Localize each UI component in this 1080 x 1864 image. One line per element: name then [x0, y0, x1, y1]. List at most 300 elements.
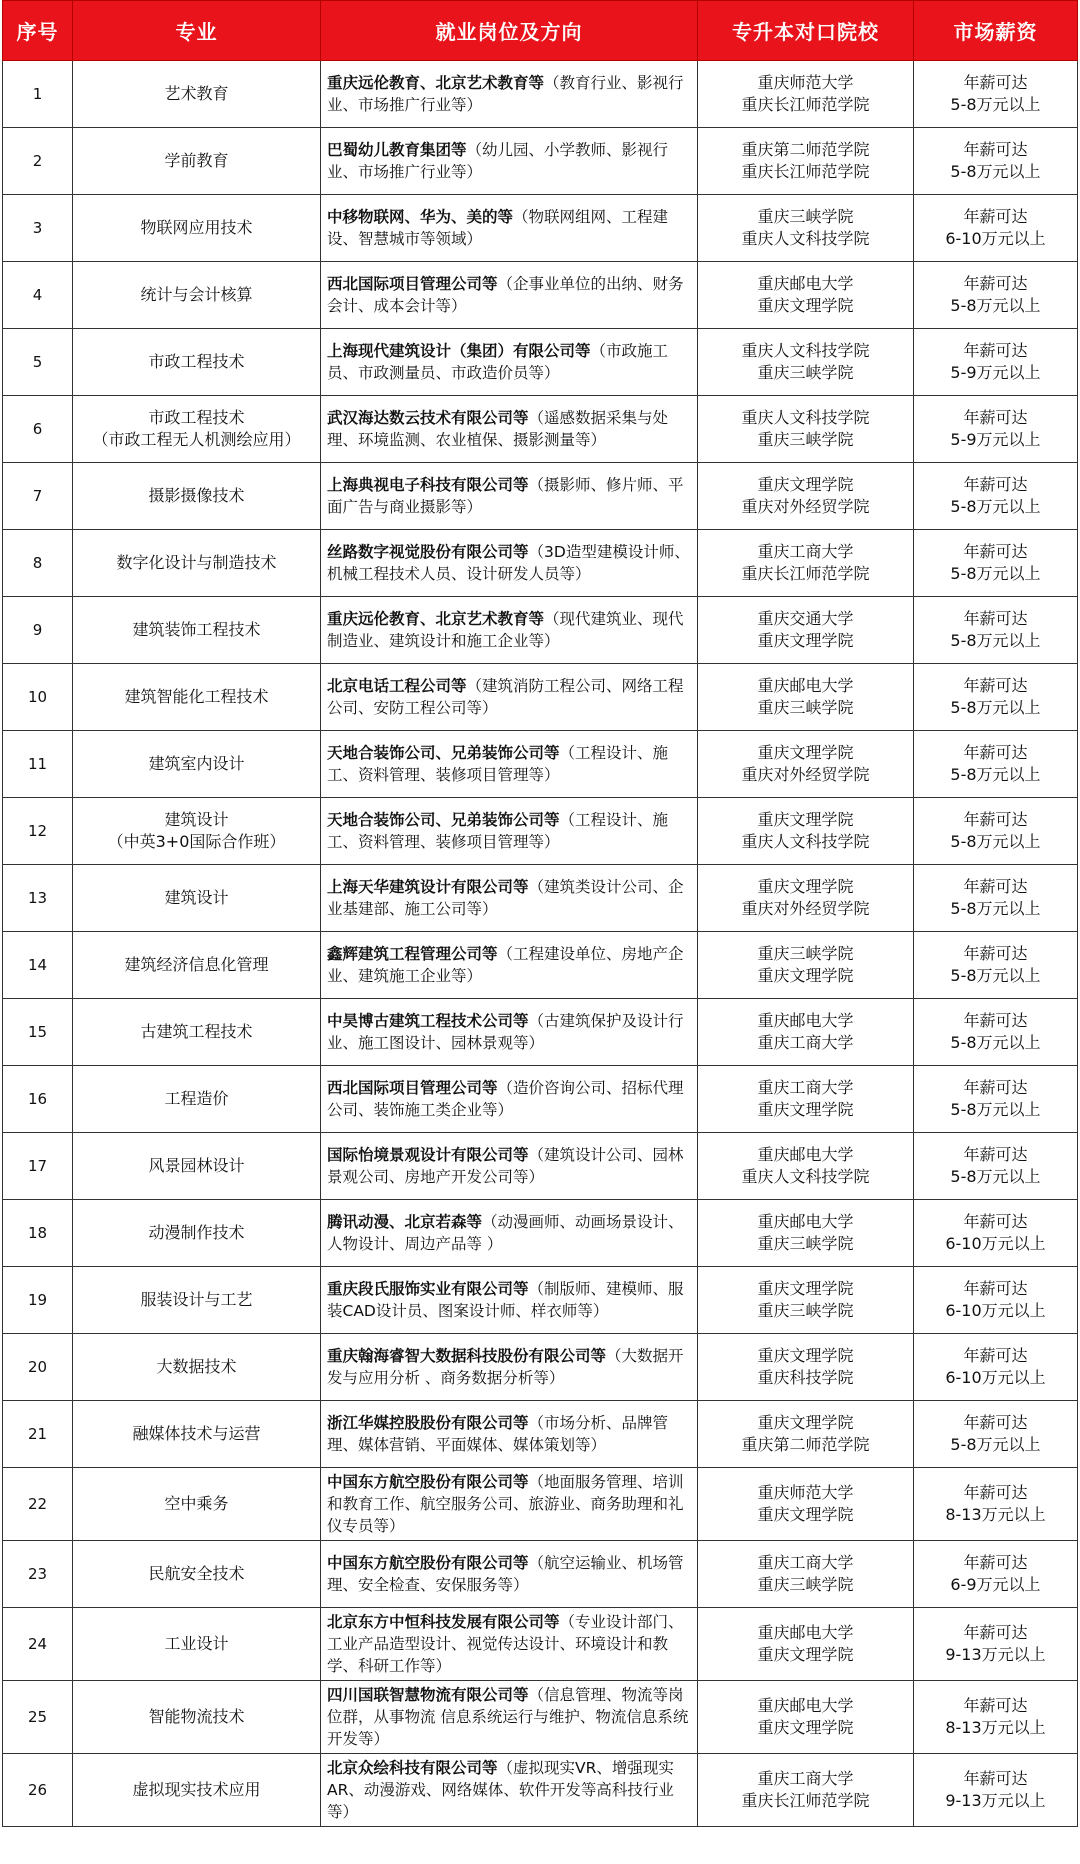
- company-name: 巴蜀幼儿教育集团等: [327, 141, 467, 159]
- university-name: 重庆邮电大学: [757, 274, 854, 293]
- salary-text: 8-13万元以上: [945, 1718, 1046, 1737]
- university-name: 重庆师范大学: [757, 1483, 854, 1502]
- salary-cell: [914, 1468, 1078, 1541]
- salary-text: 年薪可达: [963, 1346, 1028, 1365]
- major-cell: [73, 463, 321, 530]
- major-name: 古建筑工程技术: [140, 1022, 253, 1041]
- salary-text: 5-8万元以上: [950, 1100, 1041, 1119]
- salary-text: 年薪可达: [963, 1483, 1028, 1502]
- company-name: 丝路数字视觉股份有限公司等: [327, 543, 529, 561]
- major-cell: [73, 1608, 321, 1681]
- job-directions: （制版师、建模师、服装CAD设计员、图案设计师、样衣师等）: [327, 1280, 684, 1320]
- university-cell: [698, 1541, 914, 1608]
- major-name: 艺术教育: [164, 84, 229, 103]
- university-name: 重庆长江师范学院: [741, 1791, 870, 1810]
- salary-text: 6-10万元以上: [945, 1301, 1046, 1320]
- jobs-cell: [321, 865, 698, 932]
- university-name: 重庆文理学院: [757, 296, 854, 315]
- table-row: [3, 1066, 1078, 1133]
- salary-text: 5-8万元以上: [950, 1435, 1041, 1454]
- salary-cell: [914, 262, 1078, 329]
- major-name: 动漫制作技术: [148, 1223, 245, 1242]
- university-cell: [698, 195, 914, 262]
- university-cell: [698, 1066, 914, 1133]
- university-name: 重庆文理学院: [757, 877, 854, 896]
- university-name: 重庆交通大学: [757, 609, 854, 628]
- company-name: 腾讯动漫、北京若森等: [327, 1213, 483, 1231]
- university-cell: [698, 999, 914, 1066]
- salary-text: 年薪可达: [963, 140, 1028, 159]
- job-directions: （幼儿园、小学教师、影视行业、市场推广行业等）: [327, 141, 669, 181]
- job-directions: （航空运输业、机场管理、安全检查、安保服务等）: [327, 1554, 684, 1594]
- table-row: [3, 664, 1078, 731]
- university-name: 重庆三峡学院: [757, 698, 854, 717]
- university-name: 重庆三峡学院: [757, 363, 854, 382]
- university-name: 重庆长江师范学院: [741, 162, 870, 181]
- salary-cell: [914, 1608, 1078, 1681]
- job-directions: （大数据开发与应用分析 、商务数据分析等）: [327, 1347, 684, 1387]
- major-name: 建筑设计: [164, 810, 229, 829]
- salary-cell: [914, 1200, 1078, 1267]
- university-cell: [698, 1754, 914, 1827]
- salary-cell: [914, 530, 1078, 597]
- jobs-cell: [321, 1267, 698, 1334]
- salary-text: 5-8万元以上: [950, 899, 1041, 918]
- jobs-cell: [321, 664, 698, 731]
- table-row: [3, 1200, 1078, 1267]
- jobs-cell: [321, 195, 698, 262]
- table-row: [3, 1267, 1078, 1334]
- salary-text: 年薪可达: [963, 207, 1028, 226]
- salary-text: 5-9万元以上: [950, 430, 1041, 449]
- jobs-cell: [321, 1133, 698, 1200]
- university-name: 重庆人文科技学院: [741, 229, 870, 248]
- major-name: 风景园林设计: [148, 1156, 245, 1175]
- job-directions: （信息管理、物流等岗位群，从事物流 信息系统运行与维护、物流信息系统开发等）: [327, 1686, 689, 1748]
- table-row: [3, 530, 1078, 597]
- salary-text: 年薪可达: [963, 1145, 1028, 1164]
- university-name: 重庆邮电大学: [757, 1623, 854, 1642]
- row-number: 23: [3, 1541, 73, 1608]
- salary-text: 5-8万元以上: [950, 832, 1041, 851]
- table-row: [3, 1133, 1078, 1200]
- university-name: 重庆文理学院: [757, 966, 854, 985]
- university-name: 重庆工商大学: [757, 542, 854, 561]
- university-cell: [698, 1200, 914, 1267]
- major-name: 市政工程技术: [148, 408, 245, 427]
- row-number: 24: [3, 1608, 73, 1681]
- table-row: [3, 1608, 1078, 1681]
- table-header: [3, 1, 1078, 61]
- major-cell: [73, 195, 321, 262]
- table-row: [3, 463, 1078, 530]
- job-directions: （工程设计、施工、资料管理、装修项目管理等）: [327, 811, 669, 851]
- table-row: [3, 932, 1078, 999]
- job-directions: （市场分析、品牌管理、媒体营销、平面媒体、媒体策划等）: [327, 1414, 669, 1454]
- major-cell: [73, 597, 321, 664]
- jobs-cell: [321, 1754, 698, 1827]
- majors-table: [2, 0, 1078, 1827]
- table-row: [3, 329, 1078, 396]
- job-directions: （遥感数据采集与处理、环境监测、农业植保、摄影测量等）: [327, 409, 669, 449]
- company-name: 上海典视电子科技有限公司等: [327, 476, 529, 494]
- job-directions: （动漫画师、动画场景设计、人物设计、周边产品等 ）: [327, 1213, 684, 1253]
- major-name: 工程造价: [164, 1089, 229, 1108]
- major-name: 建筑室内设计: [148, 754, 245, 773]
- university-name: 重庆三峡学院: [757, 1575, 854, 1594]
- company-name: 天地合装饰公司、兄弟装饰公司等: [327, 811, 560, 829]
- salary-cell: [914, 1754, 1078, 1827]
- header-salary: 市场薪资: [914, 1, 1078, 61]
- major-cell: [73, 262, 321, 329]
- salary-text: 年薪可达: [963, 1696, 1028, 1715]
- jobs-cell: [321, 530, 698, 597]
- table-row: [3, 597, 1078, 664]
- university-name: 重庆文理学院: [757, 631, 854, 650]
- jobs-cell: [321, 262, 698, 329]
- table-row: [3, 865, 1078, 932]
- university-name: 重庆文理学院: [757, 1505, 854, 1524]
- university-name: 重庆文理学院: [757, 810, 854, 829]
- salary-cell: [914, 999, 1078, 1066]
- table-row: [3, 195, 1078, 262]
- major-name: 融媒体技术与运营: [132, 1424, 261, 1443]
- header-university: 专升本对口院校: [698, 1, 914, 61]
- row-number: 8: [3, 530, 73, 597]
- company-name: 武汉海达数云技术有限公司等: [327, 409, 529, 427]
- row-number: 3: [3, 195, 73, 262]
- university-cell: [698, 463, 914, 530]
- salary-text: 5-8万元以上: [950, 631, 1041, 650]
- university-cell: [698, 664, 914, 731]
- row-number: 16: [3, 1066, 73, 1133]
- university-name: 重庆文理学院: [757, 1279, 854, 1298]
- salary-text: 年薪可达: [963, 73, 1028, 92]
- row-number: 21: [3, 1401, 73, 1468]
- major-name: 工业设计: [164, 1634, 229, 1653]
- salary-cell: [914, 463, 1078, 530]
- company-name: 重庆翰海睿智大数据科技股份有限公司等: [327, 1347, 607, 1365]
- row-number: 6: [3, 396, 73, 463]
- salary-text: 5-8万元以上: [950, 1167, 1041, 1186]
- university-cell: [698, 1133, 914, 1200]
- row-number: 19: [3, 1267, 73, 1334]
- salary-cell: [914, 865, 1078, 932]
- university-name: 重庆第二师范学院: [741, 140, 870, 159]
- salary-cell: [914, 731, 1078, 798]
- company-name: 西北国际项目管理公司等: [327, 275, 498, 293]
- jobs-cell: [321, 1401, 698, 1468]
- university-name: 重庆三峡学院: [757, 207, 854, 226]
- university-name: 重庆人文科技学院: [741, 1167, 870, 1186]
- university-name: 重庆三峡学院: [757, 944, 854, 963]
- company-name: 中昊博古建筑工程技术公司等: [327, 1012, 529, 1030]
- university-name: 重庆三峡学院: [757, 430, 854, 449]
- salary-text: 年薪可达: [963, 1553, 1028, 1572]
- jobs-cell: [321, 999, 698, 1066]
- row-number: 18: [3, 1200, 73, 1267]
- university-name: 重庆对外经贸学院: [741, 899, 870, 918]
- salary-cell: [914, 61, 1078, 128]
- major-name: 数字化设计与制造技术: [116, 553, 277, 572]
- row-number: 12: [3, 798, 73, 865]
- row-number: 11: [3, 731, 73, 798]
- salary-cell: [914, 1133, 1078, 1200]
- major-name: 空中乘务: [164, 1494, 229, 1513]
- university-name: 重庆文理学院: [757, 1413, 854, 1432]
- major-name: 建筑经济信息化管理: [124, 955, 269, 974]
- major-cell: [73, 999, 321, 1066]
- jobs-cell: [321, 463, 698, 530]
- company-name: 上海现代建筑设计（集团）有限公司等: [327, 342, 591, 360]
- salary-text: 6-10万元以上: [945, 1234, 1046, 1253]
- row-number: 10: [3, 664, 73, 731]
- university-name: 重庆文理学院: [757, 1718, 854, 1737]
- table-row: [3, 1334, 1078, 1401]
- salary-text: 年薪可达: [963, 877, 1028, 896]
- major-cell: [73, 798, 321, 865]
- salary-text: 年薪可达: [963, 1769, 1028, 1788]
- major-name: （市政工程无人机测绘应用）: [92, 430, 301, 449]
- salary-text: 年薪可达: [963, 609, 1028, 628]
- major-name: 统计与会计核算: [140, 285, 253, 304]
- salary-cell: [914, 1681, 1078, 1754]
- major-name: 建筑智能化工程技术: [124, 687, 269, 706]
- salary-text: 年薪可达: [963, 542, 1028, 561]
- table-row: [3, 1681, 1078, 1754]
- table-row: [3, 61, 1078, 128]
- jobs-cell: [321, 128, 698, 195]
- major-cell: [73, 1066, 321, 1133]
- university-cell: [698, 865, 914, 932]
- university-name: 重庆人文科技学院: [741, 832, 870, 851]
- job-directions: （古建筑保护及设计行业、施工图设计、园林景观等）: [327, 1012, 684, 1052]
- row-number: 15: [3, 999, 73, 1066]
- major-name: 建筑设计: [164, 888, 229, 907]
- row-number: 1: [3, 61, 73, 128]
- university-name: 重庆三峡学院: [757, 1301, 854, 1320]
- university-cell: [698, 932, 914, 999]
- university-name: 重庆文理学院: [757, 475, 854, 494]
- company-name: 重庆段氏服饰实业有限公司等: [327, 1280, 529, 1298]
- company-name: 国际怡境景观设计有限公司等: [327, 1146, 529, 1164]
- university-name: 重庆三峡学院: [757, 1234, 854, 1253]
- major-name: 智能物流技术: [148, 1707, 245, 1726]
- salary-text: 6-10万元以上: [945, 1368, 1046, 1387]
- salary-text: 5-8万元以上: [950, 95, 1041, 114]
- major-name: 服装设计与工艺: [140, 1290, 253, 1309]
- salary-cell: [914, 1541, 1078, 1608]
- university-name: 重庆长江师范学院: [741, 95, 870, 114]
- header-jobs: 就业岗位及方向: [321, 1, 698, 61]
- major-cell: [73, 530, 321, 597]
- table-body: [3, 61, 1078, 1827]
- salary-text: 年薪可达: [963, 1011, 1028, 1030]
- salary-cell: [914, 1334, 1078, 1401]
- major-name: 市政工程技术: [148, 352, 245, 371]
- salary-text: 5-8万元以上: [950, 966, 1041, 985]
- jobs-cell: [321, 798, 698, 865]
- major-cell: [73, 865, 321, 932]
- major-cell: [73, 664, 321, 731]
- job-directions: （摄影师、修片师、平面广告与商业摄影等）: [327, 476, 684, 516]
- job-directions: （企事业单位的出纳、财务会计、成本会计等）: [327, 275, 684, 315]
- table-row: [3, 1754, 1078, 1827]
- row-number: 17: [3, 1133, 73, 1200]
- salary-cell: [914, 798, 1078, 865]
- jobs-cell: [321, 597, 698, 664]
- major-name: 摄影摄像技术: [148, 486, 245, 505]
- salary-text: 5-8万元以上: [950, 564, 1041, 583]
- university-name: 重庆邮电大学: [757, 1212, 854, 1231]
- university-name: 重庆工商大学: [757, 1033, 854, 1052]
- job-directions: （工程设计、施工、资料管理、装修项目管理等）: [327, 744, 669, 784]
- company-name: 天地合装饰公司、兄弟装饰公司等: [327, 744, 560, 762]
- row-number: 13: [3, 865, 73, 932]
- major-cell: [73, 396, 321, 463]
- salary-text: 年薪可达: [963, 408, 1028, 427]
- major-name: 大数据技术: [156, 1357, 237, 1376]
- major-name: 物联网应用技术: [140, 218, 253, 237]
- jobs-cell: [321, 1608, 698, 1681]
- major-name: 建筑装饰工程技术: [132, 620, 261, 639]
- row-number: 26: [3, 1754, 73, 1827]
- job-directions: （3D造型建模设计师、机械工程技术人员、设计研发人员等）: [327, 543, 690, 583]
- university-name: 重庆长江师范学院: [741, 564, 870, 583]
- row-number: 2: [3, 128, 73, 195]
- major-cell: [73, 731, 321, 798]
- company-name: 上海天华建筑设计有限公司等: [327, 878, 529, 896]
- salary-text: 年薪可达: [963, 341, 1028, 360]
- major-name: 学前教育: [164, 151, 229, 170]
- salary-cell: [914, 597, 1078, 664]
- salary-text: 年薪可达: [963, 1078, 1028, 1097]
- university-name: 重庆文理学院: [757, 743, 854, 762]
- job-directions: （建筑类设计公司、企业基建部、施工公司等）: [327, 878, 684, 918]
- salary-text: 5-8万元以上: [950, 497, 1041, 516]
- major-cell: [73, 329, 321, 396]
- job-directions: （造价咨询公司、招标代理公司、装饰施工类企业等）: [327, 1079, 684, 1119]
- header-major: 专业: [73, 1, 321, 61]
- major-cell: [73, 1200, 321, 1267]
- salary-text: 年薪可达: [963, 1212, 1028, 1231]
- salary-text: 9-13万元以上: [945, 1791, 1046, 1810]
- salary-cell: [914, 195, 1078, 262]
- university-cell: [698, 530, 914, 597]
- university-name: 重庆文理学院: [757, 1346, 854, 1365]
- row-number: 7: [3, 463, 73, 530]
- major-name: （中英3+0国际合作班）: [107, 832, 286, 851]
- university-cell: [698, 597, 914, 664]
- major-cell: [73, 128, 321, 195]
- salary-text: 年薪可达: [963, 1279, 1028, 1298]
- job-directions: （工程建设单位、房地产企业、建筑施工企业等）: [327, 945, 684, 985]
- university-name: 重庆邮电大学: [757, 1696, 854, 1715]
- university-name: 重庆人文科技学院: [741, 341, 870, 360]
- major-cell: [73, 1681, 321, 1754]
- major-cell: [73, 1754, 321, 1827]
- table-row: [3, 731, 1078, 798]
- company-name: 中移物联网、华为、美的等: [327, 208, 514, 226]
- salary-cell: [914, 396, 1078, 463]
- university-cell: [698, 1468, 914, 1541]
- job-directions: （现代建筑业、现代制造业、建筑设计和施工企业等）: [327, 610, 684, 650]
- job-directions: （建筑消防工程公司、网络工程公司、安防工程公司等）: [327, 677, 684, 717]
- jobs-cell: [321, 731, 698, 798]
- table-row: [3, 396, 1078, 463]
- university-name: 重庆邮电大学: [757, 676, 854, 695]
- salary-text: 年薪可达: [963, 743, 1028, 762]
- table-row: [3, 1468, 1078, 1541]
- jobs-cell: [321, 1334, 698, 1401]
- jobs-cell: [321, 1468, 698, 1541]
- company-name: 重庆远伦教育、北京艺术教育等: [327, 74, 545, 92]
- salary-cell: [914, 329, 1078, 396]
- major-cell: [73, 1334, 321, 1401]
- university-name: 重庆文理学院: [757, 1645, 854, 1664]
- job-directions: （市政施工员、市政测量员、市政造价员等）: [327, 342, 669, 382]
- major-name: 民航安全技术: [148, 1564, 245, 1583]
- salary-text: 年薪可达: [963, 475, 1028, 494]
- table-row: [3, 262, 1078, 329]
- jobs-cell: [321, 1681, 698, 1754]
- major-cell: [73, 61, 321, 128]
- salary-text: 6-10万元以上: [945, 229, 1046, 248]
- salary-text: 6-9万元以上: [950, 1575, 1041, 1594]
- job-directions: （物联网组网、工程建设、智慧城市等领域）: [327, 208, 669, 248]
- salary-text: 5-8万元以上: [950, 765, 1041, 784]
- major-cell: [73, 1401, 321, 1468]
- university-cell: [698, 396, 914, 463]
- job-directions: （虚拟现实VR、增强现实AR、动漫游戏、网络媒体、软件开发等高科技行业等）: [327, 1759, 674, 1821]
- university-name: 重庆科技学院: [757, 1368, 854, 1387]
- jobs-cell: [321, 932, 698, 999]
- salary-text: 年薪可达: [963, 274, 1028, 293]
- jobs-cell: [321, 1200, 698, 1267]
- job-directions: （教育行业、影视行业、市场推广行业等）: [327, 74, 684, 114]
- university-cell: [698, 61, 914, 128]
- salary-cell: [914, 1267, 1078, 1334]
- job-directions: （地面服务管理、培训和教育工作、航空服务公司、旅游业、商务助理和礼仪专员等）: [327, 1473, 684, 1535]
- salary-text: 5-8万元以上: [950, 1033, 1041, 1052]
- company-name: 北京电话工程公司等: [327, 677, 467, 695]
- salary-text: 9-13万元以上: [945, 1645, 1046, 1664]
- company-name: 北京众绘科技有限公司等: [327, 1759, 498, 1777]
- row-number: 4: [3, 262, 73, 329]
- jobs-cell: [321, 1066, 698, 1133]
- university-name: 重庆文理学院: [757, 1100, 854, 1119]
- header-row: [3, 1, 1078, 61]
- job-directions: （专业设计部门、工业产品造型设计、视觉传达设计、环境设计和教学、科研工作等）: [327, 1613, 684, 1675]
- major-cell: [73, 1133, 321, 1200]
- salary-text: 年薪可达: [963, 810, 1028, 829]
- university-cell: [698, 1608, 914, 1681]
- salary-text: 5-9万元以上: [950, 363, 1041, 382]
- table-row: [3, 128, 1078, 195]
- university-cell: [698, 128, 914, 195]
- company-name: 中国东方航空股份有限公司等: [327, 1554, 529, 1572]
- major-cell: [73, 932, 321, 999]
- salary-text: 年薪可达: [963, 1623, 1028, 1642]
- salary-text: 年薪可达: [963, 676, 1028, 695]
- table-row: [3, 1401, 1078, 1468]
- university-cell: [698, 798, 914, 865]
- salary-text: 5-8万元以上: [950, 296, 1041, 315]
- university-name: 重庆师范大学: [757, 73, 854, 92]
- row-number: 22: [3, 1468, 73, 1541]
- company-name: 鑫辉建筑工程管理公司等: [327, 945, 498, 963]
- university-cell: [698, 1267, 914, 1334]
